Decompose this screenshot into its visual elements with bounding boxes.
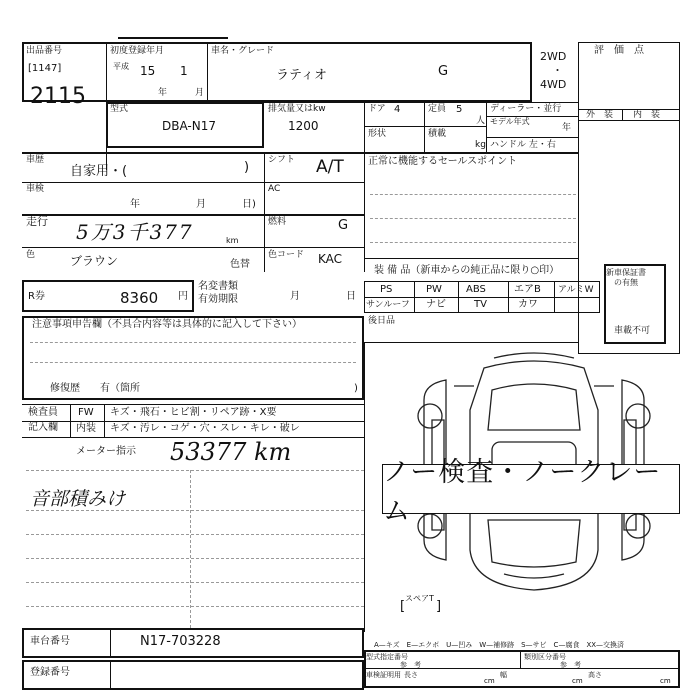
inspection-day: 日) [242,199,256,210]
spare-bracket-close: ] [436,599,442,614]
type-number-label: 型式指定番号 [366,653,408,661]
divider [22,404,364,405]
divider [22,421,364,422]
chassis-value: N17-703228 [140,634,221,649]
dashed-line [370,194,576,195]
divider [70,404,71,437]
height-unit: cm [660,677,671,685]
shift-label: シフト [268,155,296,165]
exterior-label: 外 装 [586,110,614,120]
handle-label: ハンドル 左・右 [490,140,556,150]
spare-label: スペアT [405,594,434,603]
recycle-box [22,280,194,312]
mileage-value: 5万3千377 [76,220,194,244]
interior-row-label: 内装 [76,423,96,434]
divider [22,247,364,248]
ac-label: AC [268,184,281,194]
color-label: 色 [26,250,36,260]
load-unit: kg [475,140,486,150]
model-year-unit: 年 [562,123,572,133]
month-unit: 月 [195,88,205,98]
type-ref-label: 参 考 [400,661,421,669]
mileage-unit: km [226,236,239,245]
divider [364,258,578,259]
fw-label: FW [78,407,94,418]
equip-alloy: アルミW [558,285,594,295]
drive-2wd: 2WD [540,50,567,63]
divider [364,342,578,343]
equip-ps: PS [380,284,393,295]
lot-bracket: [1147] [28,63,62,74]
capacity-label: 定員 [428,104,447,114]
dashed-line [26,510,364,511]
dashed-line [26,470,364,471]
inspection-label: 車検 [26,184,45,194]
score-label: 評 価 点 [594,45,644,56]
height-label: 高さ [588,671,602,679]
dashed-line [370,218,576,219]
divider [104,404,105,437]
meter-value: 53377 km [170,438,292,466]
no-inspection-stamp: ノー検査・ノークレーム [382,464,680,514]
handwritten-note: 音部積みけ [30,488,126,510]
divider [520,650,521,668]
divider [486,137,578,138]
color-code-value: KAC [318,252,343,266]
lot-number: 2115 [30,84,86,109]
equip-navi: ナビ [426,299,446,310]
lot-label: 出品番号 [26,46,63,56]
repair-close: ) [354,383,358,394]
divider [508,281,509,313]
spare-bracket-open: [ [400,599,406,614]
chassis-label: 車台番号 [30,636,70,647]
divider [22,152,578,154]
top-rule [118,37,228,39]
divider [486,102,487,152]
dashed-line [30,342,356,343]
color-change-label: 色替 [230,259,250,270]
interior-label: 内 装 [633,110,661,120]
cert-label: 車検証明用 [366,671,401,679]
sales-points-label: 正常に機能するセールスポイント [368,156,518,167]
equip-pw: PW [426,284,442,295]
divider [554,281,555,313]
fw-text: キズ・飛石・ヒビ割・リペア跡・X要 [110,407,277,418]
dashed-line [26,582,364,583]
warranty-label: 新車保証書 [606,268,646,277]
registration-box [22,660,364,690]
model-value: DBA-N17 [162,119,216,133]
divider [364,152,365,272]
registration-label: 登録番号 [30,667,70,678]
length-unit: cm [484,677,495,685]
equip-leather: カワ [518,299,538,310]
divider [578,120,680,121]
divider [364,102,365,152]
class-ref-label: 参 考 [560,661,581,669]
model-label: 型式 [110,104,129,114]
fuel-label: 燃料 [268,217,287,227]
reg-month: 1 [180,64,188,78]
car-grade: G [438,64,449,79]
width-label: 幅 [500,671,507,679]
reg-date-label: 初度登録年月 [110,46,165,56]
inspector-entry-label: 記入欄 [28,422,58,433]
shape-label: 形状 [368,129,387,139]
era: 平成 [113,62,129,71]
warranty-sub-label: の有無 [614,278,638,287]
name-change-month: 月 [290,291,300,302]
dashed-line [26,558,364,559]
divider [264,152,265,272]
drive-dot: ・ [552,64,563,77]
divider [424,102,425,152]
divider [414,281,415,313]
divider [110,628,111,658]
divider [458,281,459,313]
divider [110,660,111,690]
interior-text: キズ・汚レ・コゲ・穴・スレ・キレ・破レ [110,423,300,434]
dashed-divider [190,470,191,628]
name-change-label: 名変書類 [198,281,238,292]
history-label: 車歴 [26,155,45,165]
width-unit: cm [572,677,583,685]
doors-value: 4 [394,104,401,115]
divider [364,342,365,632]
capacity-value: 5 [456,104,463,115]
history-value: 自家用・( [70,164,128,179]
year-unit: 年 [158,88,168,98]
damage-legend: A—キズ E—エクボ U—凹み W—補修跡 S—サビ C—腐食 XX—交換済 [374,641,625,649]
divider [364,297,600,298]
class-number-label: 類別区分番号 [524,653,566,661]
repair-label: 修復歴 有（箇所 [50,383,140,394]
inspection-year: 年 [130,199,140,210]
no-load-label: 車載不可 [614,326,651,336]
equip-tv: TV [474,299,487,310]
recycle-unit: 円 [178,291,188,302]
divider [207,42,208,102]
displacement-label: 排気量又はkw [268,104,326,114]
dashed-line [26,534,364,535]
dashed-line [30,362,356,363]
displacement-value: 1200 [288,119,319,133]
divider [22,182,364,183]
doors-label: ドア [368,104,386,114]
meter-label: メーター指示 [76,446,136,457]
dealer-label: ディーラー・並行 [490,104,562,114]
history-close: ) [244,160,250,175]
drive-4wd: 4WD [540,78,567,91]
divider [364,126,486,127]
color-value: ブラウン [70,254,119,268]
car-name: ラティオ [276,68,327,83]
fuel-value: G [338,218,349,233]
name-change-day: 日 [346,291,356,302]
color-code-label: 色コード [268,250,305,260]
mileage-label: 走行 [26,215,48,228]
expiry-label: 有効期限 [198,294,238,305]
aftermarket-label: 後日品 [368,316,396,326]
notes-label: 注意事項申告欄（不具合内容等は具体的に記入して下さい） [32,319,302,330]
shift-value: A/T [316,157,344,177]
equipment-label: 装 備 品（新車からの純正品に限り○印） [374,265,560,276]
recycle-value: 8360 [120,289,159,307]
inspector-label: 検査員 [28,407,58,418]
car-label: 車名・グレード [211,46,275,56]
equip-sunroof: サンルーフ [366,300,410,310]
load-label: 積載 [428,129,447,139]
equip-airbag: エアB [514,284,541,295]
length-label: 長さ [404,671,418,679]
reg-year: 15 [140,64,156,78]
inspection-month: 月 [196,199,206,210]
dashed-line [370,242,576,243]
capacity-unit: 人 [476,116,486,126]
divider [622,109,623,120]
recycle-label: R券 [28,291,45,302]
equip-abs: ABS [466,284,486,295]
model-year-label: モデル年式 [490,117,530,126]
dashed-line [26,606,364,607]
